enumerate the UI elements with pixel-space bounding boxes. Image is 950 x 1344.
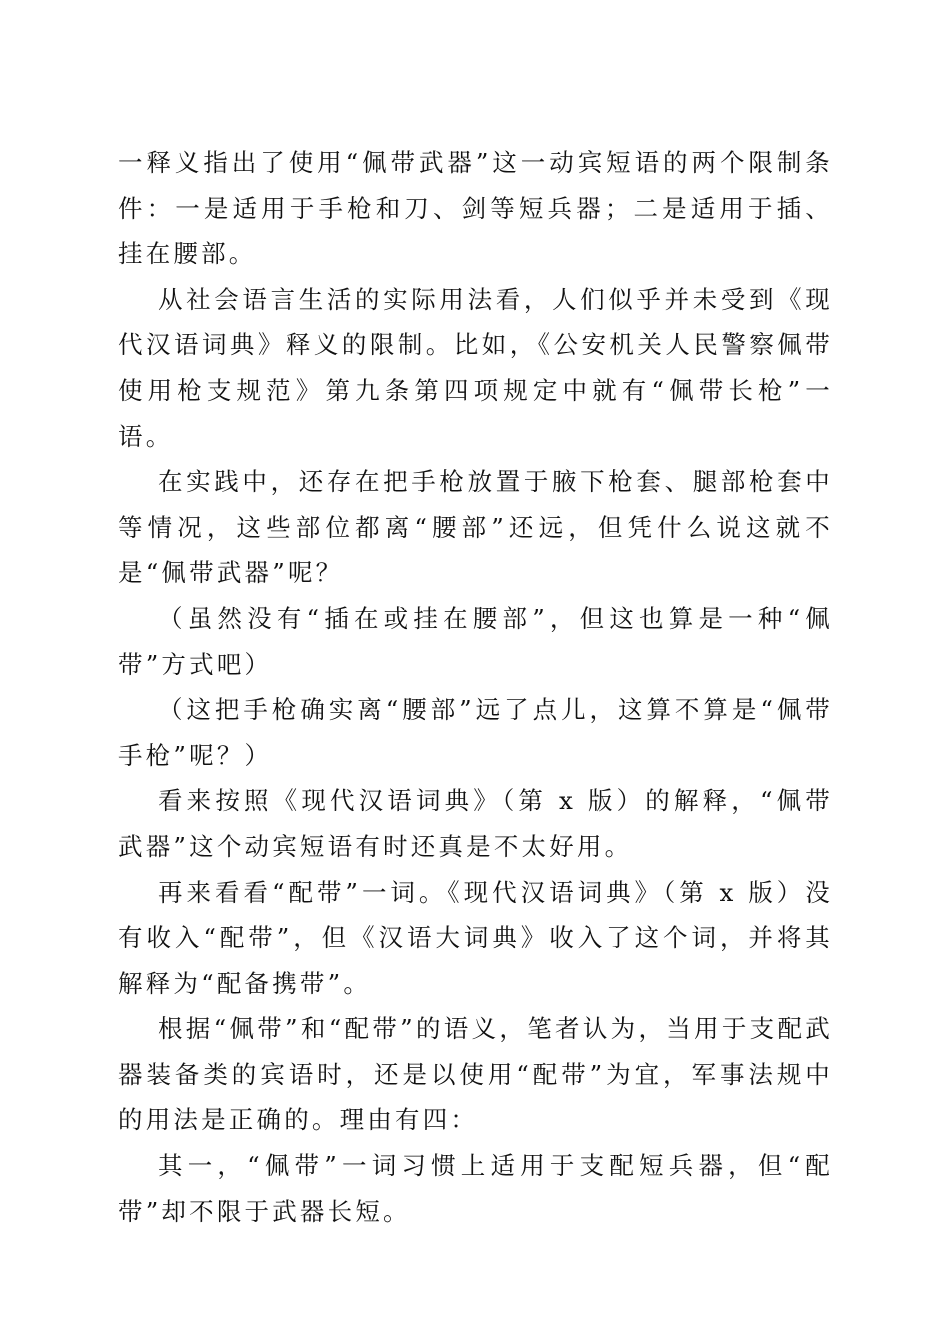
document-body: [118, 140, 833, 1234]
paragraph-5: （这把手枪确实离“腰部”远了点儿，这算不算是“佩带手枪”呢？）: [118, 695, 833, 770]
paragraph-4: （虽然没有“插在或挂在腰部”，但这也算是一种“佩带”方式吧）: [118, 603, 833, 679]
paragraph-1: 一释义指出了使用“佩带武器”这一动宾短语的两个限制条件：一是适用于手枪和刀、剑等短兵器；二是适用于插、挂在腰部。: [118, 148, 833, 269]
paragraph-3: 在实践中，还存在把手枪放置于腋下枪套、腿部枪套中等情况，这些部位都离“腰部”还远，但凭什么说这就不是“佩带武器”呢？: [118, 467, 833, 588]
paragraph-9: 其一，“佩带”一词习惯上适用于支配短兵器，但“配带”却不限于武器长短。: [118, 1151, 833, 1226]
paragraph-7: 再来看看“配带”一词。《现代汉语词典》（第 x 版）没有收入“配带”，但《汉语大词典》收入了这个词，并将其解释为“配备携带”。: [118, 877, 833, 998]
paragraph-8: 根据“佩带”和“配带”的语义，笔者认为，当用于支配武器装备类的宾语时，还是以使用“配带”为宜，军事法规中的用法是正确的。理由有四：: [118, 1014, 833, 1135]
paragraph-2: 从社会语言生活的实际用法看，人们似乎并未受到《现代汉语词典》释义的限制。比如，《公安机关人民警察佩带使用枪支规范》第九条第四项规定中就有“佩带长枪”一语。: [118, 284, 833, 451]
paragraph-6: 看来按照《现代汉语词典》（第 x 版）的解释，“佩带武器”这个动宾短语有时还真是不太好用。: [118, 786, 833, 861]
